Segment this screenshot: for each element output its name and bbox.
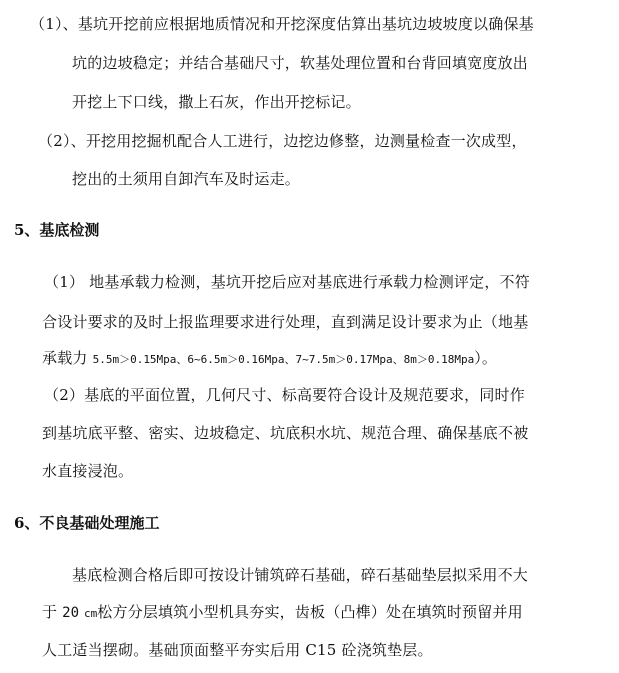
s5-item1-line3-values: 5.5m＞0.15Mpa、6~6.5m＞0.16Mpa、7~7.5m＞0.17Mpa、8m＞0.18Mpa: [92, 353, 475, 366]
s6-para-line1: 基底检测合格后即可按设计铺筑碎石基础，碎石基础垫层拟采用不大: [72, 566, 529, 584]
prev-item2-line1: （2）、开挖用挖掘机配合人工进行，边挖边修整，边测量检查一次成型，: [38, 132, 527, 150]
s5-item1-line3-prefix: 承载力: [42, 349, 88, 367]
s6-para-line2-prefix: 于: [42, 603, 58, 621]
prev-item2-line2: 挖出的土须用自卸汽车及时运走。: [72, 170, 301, 188]
s5-item1-line3-suffix: ）。: [474, 349, 498, 367]
section5-heading: 5、基底检测: [14, 221, 100, 239]
prev-item1-line1: （1）、基坑开挖前应根据地质情况和开挖深度估算出基坑边坡坡度以确保基: [30, 15, 534, 33]
s5-item2-line1: （2）基底的平面位置，几何尺寸、标高要符合设计及规范要求，同时作: [44, 386, 525, 404]
s5-item2-line3: 水直接浸泡。: [42, 462, 134, 480]
s6-para-line3: 人工适当摆砌。基础顶面整平夯实后用 C15 砼浇筑垫层。: [42, 641, 433, 659]
s6-para-line2-rest: 松方分层填筑小型机具夯实，齿板（凸榫）处在填筑时预留并用: [97, 603, 523, 621]
s5-item1-line3: [42, 348, 497, 370]
s6-para-line2-num: 20: [62, 605, 80, 621]
s5-item1-line2: 合设计要求的及时上报监理要求进行处理，直到满足设计要求为止（地基: [42, 313, 529, 331]
prev-item1-line3: 开挖上下口线，撒上石灰，作出开挖标记。: [72, 93, 361, 111]
section6-heading: 6、不良基础处理施工: [14, 514, 160, 532]
s6-para-line2: [42, 602, 523, 624]
s5-item2-line2: 到基坑底平整、密实、边坡稳定、坑底积水坑、规范合理、确保基底不被: [42, 424, 529, 442]
s6-para-line2-unit: cm: [84, 607, 98, 620]
prev-item1-line2: 坑的边坡稳定；并结合基础尺寸，软基处理位置和台背回填宽度放出: [72, 54, 529, 72]
s5-item1-line1: （1） 地基承载力检测，基坑开挖后应对基底进行承载力检测评定，不符: [44, 273, 530, 291]
